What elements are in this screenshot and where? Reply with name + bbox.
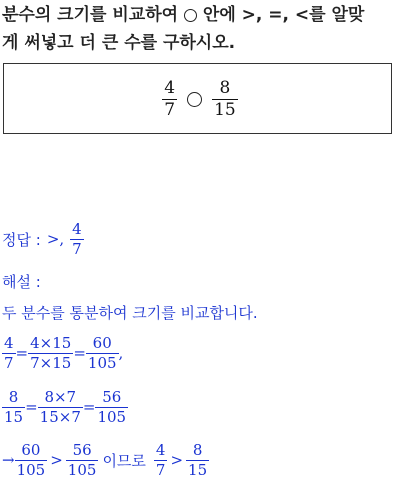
left-numerator: 4 xyxy=(164,77,176,98)
step2-f2-num: 8×7 xyxy=(44,387,77,406)
step1-f3-den: 105 xyxy=(87,353,117,372)
step1-comma: , xyxy=(118,344,124,362)
answer-row xyxy=(2,218,84,260)
step3-fraction-2 xyxy=(66,440,99,479)
answer-label: 정답 : xyxy=(2,230,41,249)
left-fraction xyxy=(162,77,177,120)
step2-f3-den: 105 xyxy=(97,407,127,426)
step1-f3-num: 60 xyxy=(92,333,112,352)
step2-equals-2: = xyxy=(82,398,96,416)
step3-f3-den: 7 xyxy=(155,460,166,479)
step2-f3-num: 56 xyxy=(102,387,122,406)
step3-greater-than-1: > xyxy=(50,451,63,469)
step1-f1-den: 7 xyxy=(4,353,14,372)
explanation-intro: 두 분수를 통분하여 크기를 비교합니다. xyxy=(2,304,258,322)
step3-f4-num: 8 xyxy=(192,440,203,459)
question-text-part1: 분수의 크기를 비교하여 xyxy=(2,5,179,25)
step3-fraction-3 xyxy=(154,440,168,479)
question-line-2: 게 써넣고 더 큰 수를 구하시오. xyxy=(2,33,236,53)
right-numerator: 8 xyxy=(219,77,231,98)
step1-f1-num: 4 xyxy=(4,333,14,352)
step3-arrow: → xyxy=(2,451,15,469)
left-denominator: 7 xyxy=(164,99,176,120)
step1-f2-num: 4×15 xyxy=(30,333,72,352)
right-fraction xyxy=(212,77,238,120)
comparison-row xyxy=(0,73,400,125)
step1-equals-2: = xyxy=(73,344,86,362)
question-text-part2: 안에 >, =, <를 알맞 xyxy=(202,5,365,25)
step3-f1-den: 105 xyxy=(16,460,46,479)
comparison-blank-circle-icon xyxy=(187,92,202,107)
step1-fraction-3 xyxy=(86,333,119,372)
step1-equals-1: = xyxy=(15,344,29,362)
step2-f2-den: 15×7 xyxy=(39,407,81,426)
explanation-step-1 xyxy=(2,331,123,375)
step1-fraction-1 xyxy=(2,333,16,372)
step1-f2-den: 7×15 xyxy=(30,353,72,372)
step2-f1-den: 15 xyxy=(4,407,24,426)
step3-fraction-4 xyxy=(186,440,209,479)
answer-symbol: >, xyxy=(46,230,65,248)
answer-denominator: 7 xyxy=(72,239,82,258)
step3-f2-den: 105 xyxy=(67,460,97,479)
blank-circle-icon xyxy=(184,9,197,22)
step2-f1-num: 8 xyxy=(8,387,19,406)
step2-fraction-2 xyxy=(38,387,83,426)
explanation-label: 해설 : xyxy=(2,273,41,291)
explanation-step-2 xyxy=(2,385,128,429)
right-denominator: 15 xyxy=(214,99,236,120)
step3-text: 이므로 xyxy=(102,451,146,470)
step1-fraction-2 xyxy=(28,333,73,372)
answer-fraction xyxy=(70,219,84,258)
answer-numerator: 4 xyxy=(72,219,82,238)
step3-f1-num: 60 xyxy=(21,440,41,459)
question-line-1 xyxy=(2,6,364,24)
step3-fraction-1 xyxy=(15,440,48,479)
step2-fraction-3 xyxy=(95,387,128,426)
step3-greater-than-2: > xyxy=(170,451,184,469)
step3-f2-num: 56 xyxy=(72,440,92,459)
explanation-step-3 xyxy=(2,438,209,482)
step2-equals-1: = xyxy=(25,398,38,416)
step3-f4-den: 15 xyxy=(188,460,208,479)
step2-fraction-1 xyxy=(2,387,25,426)
step3-f3-num: 4 xyxy=(155,440,166,459)
